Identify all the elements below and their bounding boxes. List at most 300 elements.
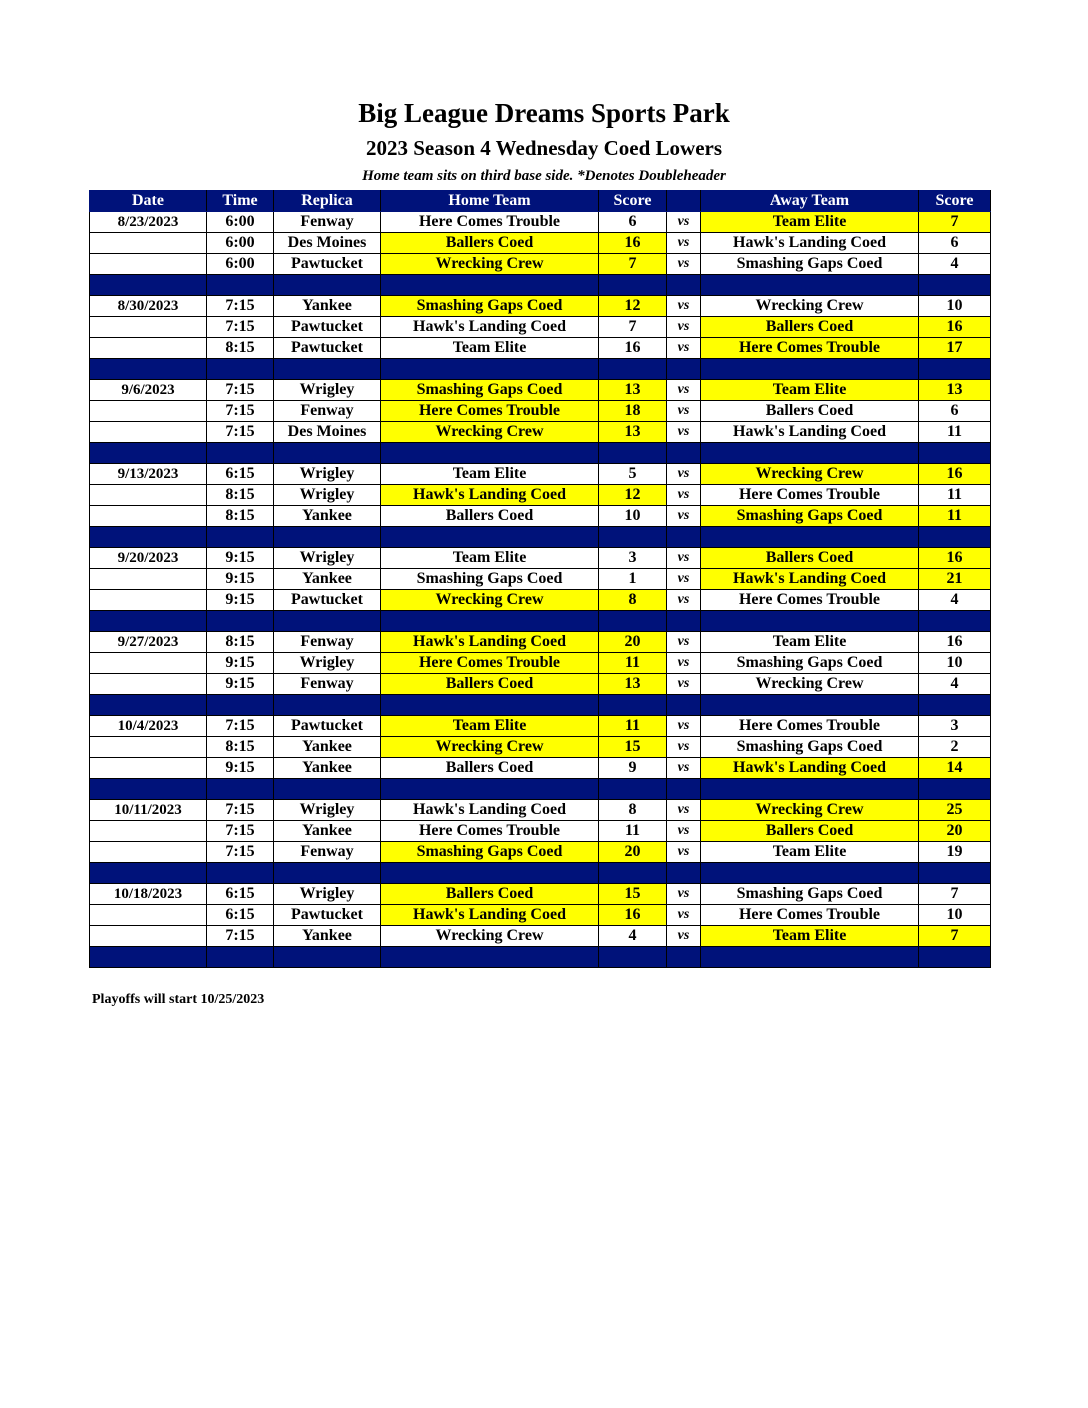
vs-cell: vs bbox=[667, 338, 701, 359]
replica-cell: Wrigley bbox=[274, 380, 381, 401]
away-score-cell: 4 bbox=[919, 590, 991, 611]
separator-cell bbox=[919, 275, 991, 296]
table-row bbox=[90, 842, 991, 863]
table-row bbox=[90, 569, 991, 590]
separator-cell bbox=[701, 863, 919, 884]
away-team-cell: Hawk's Landing Coed bbox=[701, 233, 919, 254]
away-score-cell: 6 bbox=[919, 401, 991, 422]
away-team-cell: Ballers Coed bbox=[701, 317, 919, 338]
separator-cell bbox=[919, 863, 991, 884]
home-score-cell: 11 bbox=[599, 716, 667, 737]
table-row bbox=[90, 926, 991, 947]
home-score-cell: 20 bbox=[599, 632, 667, 653]
away-score-cell: 13 bbox=[919, 380, 991, 401]
week-separator-row bbox=[90, 779, 991, 800]
away-team-cell: Team Elite bbox=[701, 842, 919, 863]
separator-cell bbox=[207, 863, 274, 884]
away-score-cell: 11 bbox=[919, 485, 991, 506]
away-team-cell: Wrecking Crew bbox=[701, 674, 919, 695]
time-cell: 6:15 bbox=[207, 884, 274, 905]
away-team-cell: Ballers Coed bbox=[701, 401, 919, 422]
separator-cell bbox=[381, 275, 599, 296]
date-cell bbox=[90, 506, 207, 527]
table-row bbox=[90, 401, 991, 422]
time-cell: 8:15 bbox=[207, 632, 274, 653]
replica-cell: Yankee bbox=[274, 926, 381, 947]
home-team-cell: Ballers Coed bbox=[381, 758, 599, 779]
home-score-cell: 11 bbox=[599, 653, 667, 674]
away-score-cell: 10 bbox=[919, 296, 991, 317]
separator-cell bbox=[381, 779, 599, 800]
separator-cell bbox=[274, 275, 381, 296]
time-cell: 7:15 bbox=[207, 380, 274, 401]
table-row bbox=[90, 338, 991, 359]
date-cell bbox=[90, 821, 207, 842]
separator-cell bbox=[701, 611, 919, 632]
time-cell: 7:15 bbox=[207, 842, 274, 863]
separator-cell bbox=[274, 947, 381, 968]
separator-cell bbox=[667, 695, 701, 716]
home-team-cell: Smashing Gaps Coed bbox=[381, 296, 599, 317]
away-score-cell: 25 bbox=[919, 800, 991, 821]
vs-cell: vs bbox=[667, 821, 701, 842]
separator-cell bbox=[90, 695, 207, 716]
replica-cell: Pawtucket bbox=[274, 317, 381, 338]
home-team-cell: Hawk's Landing Coed bbox=[381, 317, 599, 338]
replica-cell: Des Moines bbox=[274, 422, 381, 443]
time-cell: 7:15 bbox=[207, 401, 274, 422]
time-cell: 8:15 bbox=[207, 737, 274, 758]
home-team-cell: Ballers Coed bbox=[381, 674, 599, 695]
schedule-table bbox=[89, 190, 991, 968]
vs-cell: vs bbox=[667, 233, 701, 254]
separator-cell bbox=[599, 275, 667, 296]
table-row bbox=[90, 653, 991, 674]
date-cell: 9/13/2023 bbox=[90, 464, 207, 485]
separator-cell bbox=[919, 779, 991, 800]
date-cell: 8/23/2023 bbox=[90, 212, 207, 233]
replica-cell: Pawtucket bbox=[274, 905, 381, 926]
date-cell bbox=[90, 758, 207, 779]
vs-cell: vs bbox=[667, 842, 701, 863]
home-team-cell: Ballers Coed bbox=[381, 884, 599, 905]
separator-cell bbox=[919, 359, 991, 380]
table-row bbox=[90, 380, 991, 401]
date-cell: 9/20/2023 bbox=[90, 548, 207, 569]
home-team-cell: Here Comes Trouble bbox=[381, 401, 599, 422]
vs-cell: vs bbox=[667, 800, 701, 821]
week-separator-row bbox=[90, 275, 991, 296]
time-cell: 9:15 bbox=[207, 653, 274, 674]
separator-cell bbox=[207, 779, 274, 800]
separator-cell bbox=[207, 695, 274, 716]
date-cell bbox=[90, 653, 207, 674]
home-score-cell: 12 bbox=[599, 485, 667, 506]
away-score-cell: 10 bbox=[919, 653, 991, 674]
away-team-cell: Smashing Gaps Coed bbox=[701, 737, 919, 758]
table-row bbox=[90, 548, 991, 569]
replica-cell: Wrigley bbox=[274, 884, 381, 905]
week-separator-row bbox=[90, 863, 991, 884]
vs-cell: vs bbox=[667, 737, 701, 758]
vs-cell: vs bbox=[667, 401, 701, 422]
vs-cell: vs bbox=[667, 485, 701, 506]
separator-cell bbox=[667, 527, 701, 548]
home-team-cell: Wrecking Crew bbox=[381, 737, 599, 758]
separator-cell bbox=[90, 779, 207, 800]
home-team-cell: Ballers Coed bbox=[381, 233, 599, 254]
separator-cell bbox=[381, 947, 599, 968]
replica-cell: Pawtucket bbox=[274, 338, 381, 359]
replica-cell: Fenway bbox=[274, 674, 381, 695]
date-cell bbox=[90, 674, 207, 695]
home-team-cell: Team Elite bbox=[381, 464, 599, 485]
time-cell: 8:15 bbox=[207, 338, 274, 359]
date-cell bbox=[90, 401, 207, 422]
table-row bbox=[90, 905, 991, 926]
separator-cell bbox=[701, 779, 919, 800]
separator-cell bbox=[381, 443, 599, 464]
away-score-cell: 16 bbox=[919, 464, 991, 485]
date-cell bbox=[90, 338, 207, 359]
time-cell: 8:15 bbox=[207, 485, 274, 506]
separator-cell bbox=[90, 947, 207, 968]
away-score-cell: 14 bbox=[919, 758, 991, 779]
replica-cell: Yankee bbox=[274, 569, 381, 590]
page-subtitle: 2023 Season 4 Wednesday Coed Lowers bbox=[365, 136, 723, 160]
separator-cell bbox=[274, 779, 381, 800]
vs-cell: vs bbox=[667, 758, 701, 779]
replica-cell: Wrigley bbox=[274, 800, 381, 821]
away-score-cell: 2 bbox=[919, 737, 991, 758]
separator-cell bbox=[701, 527, 919, 548]
vs-cell: vs bbox=[667, 632, 701, 653]
date-cell: 10/11/2023 bbox=[90, 800, 207, 821]
separator-cell bbox=[381, 695, 599, 716]
separator-cell bbox=[599, 359, 667, 380]
away-team-cell: Ballers Coed bbox=[701, 821, 919, 842]
vs-cell: vs bbox=[667, 212, 701, 233]
separator-cell bbox=[90, 863, 207, 884]
away-team-cell: Here Comes Trouble bbox=[701, 905, 919, 926]
date-cell: 9/6/2023 bbox=[90, 380, 207, 401]
separator-cell bbox=[599, 947, 667, 968]
week-separator-row bbox=[90, 527, 991, 548]
separator-cell bbox=[90, 359, 207, 380]
table-row bbox=[90, 254, 991, 275]
replica-cell: Wrigley bbox=[274, 464, 381, 485]
home-score-cell: 13 bbox=[599, 422, 667, 443]
home-team-cell: Team Elite bbox=[381, 338, 599, 359]
vs-cell: vs bbox=[667, 548, 701, 569]
separator-cell bbox=[667, 443, 701, 464]
vs-cell: vs bbox=[667, 716, 701, 737]
replica-cell: Fenway bbox=[274, 401, 381, 422]
separator-cell bbox=[667, 779, 701, 800]
time-cell: 6:15 bbox=[207, 905, 274, 926]
separator-cell bbox=[599, 611, 667, 632]
table-row bbox=[90, 590, 991, 611]
vs-cell: vs bbox=[667, 296, 701, 317]
separator-cell bbox=[207, 947, 274, 968]
home-score-cell: 13 bbox=[599, 674, 667, 695]
home-score-cell: 18 bbox=[599, 401, 667, 422]
separator-cell bbox=[274, 443, 381, 464]
separator-cell bbox=[701, 695, 919, 716]
vs-cell: vs bbox=[667, 422, 701, 443]
away-score-cell: 20 bbox=[919, 821, 991, 842]
home-team-cell: Hawk's Landing Coed bbox=[381, 632, 599, 653]
separator-cell bbox=[274, 863, 381, 884]
separator-cell bbox=[599, 695, 667, 716]
home-score-cell: 16 bbox=[599, 338, 667, 359]
replica-cell: Pawtucket bbox=[274, 254, 381, 275]
replica-cell: Wrigley bbox=[274, 653, 381, 674]
separator-cell bbox=[274, 359, 381, 380]
home-score-cell: 13 bbox=[599, 380, 667, 401]
separator-cell bbox=[701, 947, 919, 968]
time-cell: 6:00 bbox=[207, 254, 274, 275]
away-team-cell: Hawk's Landing Coed bbox=[701, 758, 919, 779]
date-cell: 9/27/2023 bbox=[90, 632, 207, 653]
separator-cell bbox=[667, 863, 701, 884]
away-team-cell: Here Comes Trouble bbox=[701, 716, 919, 737]
away-score-cell: 4 bbox=[919, 254, 991, 275]
separator-cell bbox=[274, 695, 381, 716]
time-cell: 7:15 bbox=[207, 926, 274, 947]
replica-cell: Fenway bbox=[274, 212, 381, 233]
home-score-cell: 8 bbox=[599, 590, 667, 611]
time-cell: 9:15 bbox=[207, 590, 274, 611]
home-score-cell: 16 bbox=[599, 905, 667, 926]
table-row bbox=[90, 506, 991, 527]
time-cell: 6:15 bbox=[207, 464, 274, 485]
time-cell: 8:15 bbox=[207, 506, 274, 527]
home-score-cell: 10 bbox=[599, 506, 667, 527]
time-cell: 7:15 bbox=[207, 800, 274, 821]
away-score-cell: 4 bbox=[919, 674, 991, 695]
vs-cell: vs bbox=[667, 464, 701, 485]
column-header-replica: Replica bbox=[274, 191, 381, 212]
away-team-cell: Smashing Gaps Coed bbox=[701, 506, 919, 527]
table-header-row bbox=[90, 191, 991, 212]
away-team-cell: Here Comes Trouble bbox=[701, 338, 919, 359]
time-cell: 7:15 bbox=[207, 716, 274, 737]
home-team-cell: Wrecking Crew bbox=[381, 422, 599, 443]
replica-cell: Yankee bbox=[274, 296, 381, 317]
week-separator-row bbox=[90, 443, 991, 464]
date-cell bbox=[90, 926, 207, 947]
away-score-cell: 11 bbox=[919, 506, 991, 527]
away-score-cell: 16 bbox=[919, 317, 991, 338]
separator-cell bbox=[381, 863, 599, 884]
away-team-cell: Team Elite bbox=[701, 380, 919, 401]
column-header-home-team: Home Team bbox=[381, 191, 599, 212]
home-team-cell: Smashing Gaps Coed bbox=[381, 380, 599, 401]
replica-cell: Wrigley bbox=[274, 548, 381, 569]
separator-cell bbox=[90, 275, 207, 296]
separator-cell bbox=[919, 611, 991, 632]
separator-cell bbox=[381, 527, 599, 548]
replica-cell: Fenway bbox=[274, 842, 381, 863]
away-score-cell: 19 bbox=[919, 842, 991, 863]
replica-cell: Yankee bbox=[274, 821, 381, 842]
column-header-date: Date bbox=[90, 191, 207, 212]
replica-cell: Yankee bbox=[274, 737, 381, 758]
time-cell: 9:15 bbox=[207, 548, 274, 569]
time-cell: 6:00 bbox=[207, 233, 274, 254]
home-score-cell: 3 bbox=[599, 548, 667, 569]
away-team-cell: Wrecking Crew bbox=[701, 464, 919, 485]
home-score-cell: 9 bbox=[599, 758, 667, 779]
separator-cell bbox=[207, 359, 274, 380]
away-score-cell: 7 bbox=[919, 884, 991, 905]
separator-cell bbox=[701, 443, 919, 464]
separator-cell bbox=[274, 611, 381, 632]
home-team-cell: Smashing Gaps Coed bbox=[381, 569, 599, 590]
time-cell: 9:15 bbox=[207, 674, 274, 695]
replica-cell: Yankee bbox=[274, 758, 381, 779]
column-header-away-team: Away Team bbox=[701, 191, 919, 212]
date-cell bbox=[90, 317, 207, 338]
home-score-cell: 7 bbox=[599, 317, 667, 338]
replica-cell: Pawtucket bbox=[274, 590, 381, 611]
date-cell: 10/18/2023 bbox=[90, 884, 207, 905]
home-score-cell: 5 bbox=[599, 464, 667, 485]
table-row bbox=[90, 716, 991, 737]
away-team-cell: Here Comes Trouble bbox=[701, 485, 919, 506]
table-row bbox=[90, 821, 991, 842]
table-row bbox=[90, 212, 991, 233]
home-team-cell: Here Comes Trouble bbox=[381, 212, 599, 233]
home-score-cell: 7 bbox=[599, 254, 667, 275]
table-row bbox=[90, 422, 991, 443]
table-row bbox=[90, 632, 991, 653]
away-team-cell: Wrecking Crew bbox=[701, 800, 919, 821]
separator-cell bbox=[599, 527, 667, 548]
column-header-away-score: Score bbox=[919, 191, 991, 212]
home-score-cell: 1 bbox=[599, 569, 667, 590]
home-team-cell: Smashing Gaps Coed bbox=[381, 842, 599, 863]
away-team-cell: Wrecking Crew bbox=[701, 296, 919, 317]
away-score-cell: 17 bbox=[919, 338, 991, 359]
home-score-cell: 12 bbox=[599, 296, 667, 317]
separator-cell bbox=[919, 527, 991, 548]
replica-cell: Des Moines bbox=[274, 233, 381, 254]
time-cell: 9:15 bbox=[207, 569, 274, 590]
home-team-cell: Here Comes Trouble bbox=[381, 653, 599, 674]
home-team-cell: Team Elite bbox=[381, 548, 599, 569]
replica-cell: Fenway bbox=[274, 632, 381, 653]
away-team-cell: Team Elite bbox=[701, 926, 919, 947]
separator-cell bbox=[919, 443, 991, 464]
column-header-home-score: Score bbox=[599, 191, 667, 212]
playoffs-note: Playoffs will start 10/25/2023 bbox=[92, 992, 265, 1007]
away-team-cell: Here Comes Trouble bbox=[701, 590, 919, 611]
date-cell bbox=[90, 233, 207, 254]
table-row bbox=[90, 233, 991, 254]
away-score-cell: 7 bbox=[919, 212, 991, 233]
date-cell bbox=[90, 569, 207, 590]
table-row bbox=[90, 485, 991, 506]
table-row bbox=[90, 674, 991, 695]
vs-cell: vs bbox=[667, 380, 701, 401]
home-team-cell: Wrecking Crew bbox=[381, 926, 599, 947]
vs-cell: vs bbox=[667, 506, 701, 527]
away-score-cell: 7 bbox=[919, 926, 991, 947]
separator-cell bbox=[90, 611, 207, 632]
home-score-cell: 8 bbox=[599, 800, 667, 821]
replica-cell: Wrigley bbox=[274, 485, 381, 506]
home-team-note: Home team sits on third base side. *Denotes Doubleheader bbox=[362, 168, 726, 184]
table-row bbox=[90, 758, 991, 779]
home-team-cell: Wrecking Crew bbox=[381, 254, 599, 275]
away-score-cell: 16 bbox=[919, 632, 991, 653]
date-cell bbox=[90, 842, 207, 863]
separator-cell bbox=[919, 947, 991, 968]
separator-cell bbox=[274, 527, 381, 548]
home-team-cell: Wrecking Crew bbox=[381, 590, 599, 611]
separator-cell bbox=[667, 947, 701, 968]
date-cell bbox=[90, 254, 207, 275]
home-score-cell: 11 bbox=[599, 821, 667, 842]
home-score-cell: 16 bbox=[599, 233, 667, 254]
away-team-cell: Hawk's Landing Coed bbox=[701, 422, 919, 443]
home-team-cell: Team Elite bbox=[381, 716, 599, 737]
away-team-cell: Ballers Coed bbox=[701, 548, 919, 569]
week-separator-row bbox=[90, 947, 991, 968]
vs-cell: vs bbox=[667, 653, 701, 674]
table-row bbox=[90, 464, 991, 485]
time-cell: 7:15 bbox=[207, 317, 274, 338]
separator-cell bbox=[667, 359, 701, 380]
separator-cell bbox=[701, 275, 919, 296]
vs-cell: vs bbox=[667, 926, 701, 947]
home-score-cell: 20 bbox=[599, 842, 667, 863]
vs-cell: vs bbox=[667, 590, 701, 611]
week-separator-row bbox=[90, 359, 991, 380]
vs-cell: vs bbox=[667, 317, 701, 338]
schedule-body bbox=[90, 212, 991, 968]
vs-cell: vs bbox=[667, 905, 701, 926]
table-row bbox=[90, 296, 991, 317]
away-team-cell: Smashing Gaps Coed bbox=[701, 254, 919, 275]
date-cell bbox=[90, 485, 207, 506]
time-cell: 7:15 bbox=[207, 296, 274, 317]
replica-cell: Pawtucket bbox=[274, 716, 381, 737]
date-cell: 8/30/2023 bbox=[90, 296, 207, 317]
separator-cell bbox=[919, 695, 991, 716]
date-cell bbox=[90, 422, 207, 443]
date-cell: 10/4/2023 bbox=[90, 716, 207, 737]
column-header-time: Time bbox=[207, 191, 274, 212]
time-cell: 9:15 bbox=[207, 758, 274, 779]
home-team-cell: Hawk's Landing Coed bbox=[381, 485, 599, 506]
separator-cell bbox=[381, 611, 599, 632]
home-score-cell: 15 bbox=[599, 737, 667, 758]
home-team-cell: Ballers Coed bbox=[381, 506, 599, 527]
date-cell bbox=[90, 737, 207, 758]
week-separator-row bbox=[90, 611, 991, 632]
date-cell bbox=[90, 905, 207, 926]
time-cell: 7:15 bbox=[207, 422, 274, 443]
separator-cell bbox=[207, 611, 274, 632]
away-team-cell: Smashing Gaps Coed bbox=[701, 884, 919, 905]
separator-cell bbox=[381, 359, 599, 380]
home-team-cell: Hawk's Landing Coed bbox=[381, 905, 599, 926]
home-team-cell: Here Comes Trouble bbox=[381, 821, 599, 842]
table-row bbox=[90, 800, 991, 821]
